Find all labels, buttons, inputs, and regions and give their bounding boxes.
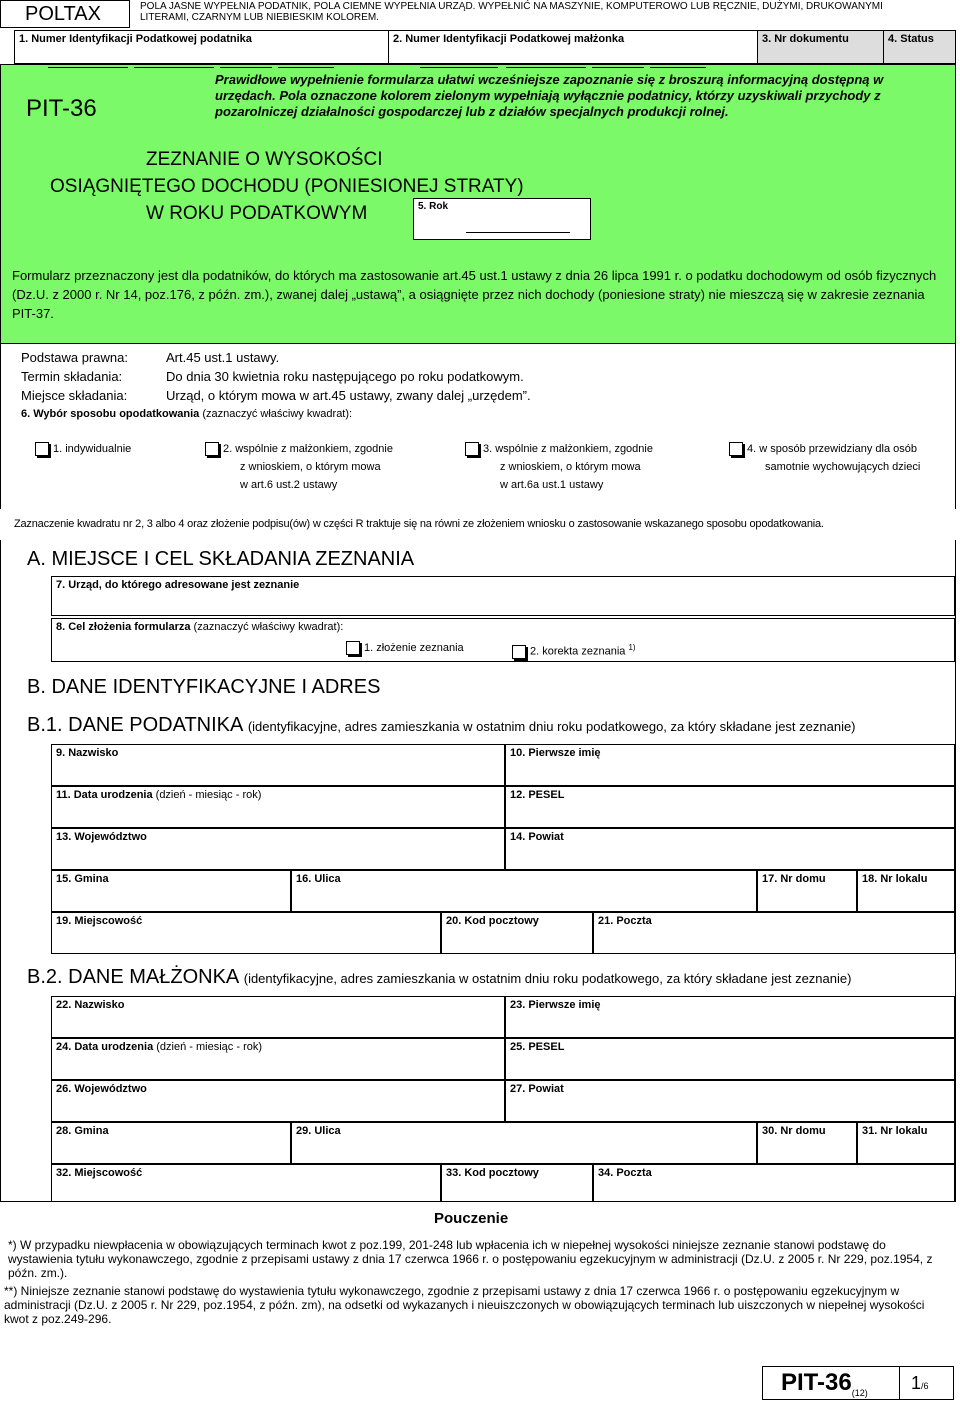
doc-number-label: 3. Nr dokumentu <box>762 33 849 45</box>
b1-flat-field[interactable]: 18. Nr lokalu <box>857 870 955 912</box>
method-option-3[interactable]: 3. wspólnie z małżonkiem, zgodnie z wnioskiem, o którym mowa w art.6a ust.1 ustawy <box>465 440 653 494</box>
place-value: Urząd, o którym mowa w art.45 ustawy, zwany dalej „urzędem”. <box>166 388 531 403</box>
section-b <box>0 674 956 1202</box>
form-code: PIT-36 <box>26 95 97 122</box>
section-b-title: B. DANE IDENTYFIKACYJNE I ADRES <box>27 676 381 698</box>
purpose-option-2[interactable]: 2. korekta zeznania $^{1)}$ <box>512 639 636 661</box>
b2-county-field[interactable]: 27. Powiat <box>505 1080 955 1122</box>
checkbox-icon[interactable] <box>346 641 360 655</box>
year-label: 5. Rok <box>418 201 449 212</box>
b2-street-field[interactable]: 29. Ulica <box>291 1122 757 1164</box>
b1-pesel-field[interactable]: 12. PESEL <box>505 786 955 828</box>
legal-block <box>0 344 956 509</box>
deadline-value: Do dnia 30 kwietnia roku następującego po roku podatkowym. <box>166 369 524 384</box>
nip-taxpayer-label: 1. Numer Identyfikacji Podatkowej podatnika <box>19 33 252 45</box>
method-option-4[interactable]: 4. w sposób przewidziany dla osób samotnie wychowujących dzieci <box>729 440 920 476</box>
b1-surname-field[interactable]: 9. Nazwisko <box>51 744 505 786</box>
office-field[interactable]: 7. Urząd, do którego adresowane jest zeznanie <box>51 576 955 616</box>
doc-number-field <box>758 30 884 64</box>
section-a <box>0 540 956 674</box>
form-title: ZEZNANIE O WYSOKOŚCI OSIĄGNIĘTEGO DOCHODU (PONIESIONEJ STRATY) W ROKU PODATKOWYM <box>50 149 524 224</box>
b2-commune-field[interactable]: 28. Gmina <box>51 1122 291 1164</box>
b2-surname-field[interactable]: 22. Nazwisko <box>51 996 505 1038</box>
form-description: Formularz przeznaczony jest dla podatników, do których ma zastosowanie art.45 ust.1 ustawy z dnia 26 lipca 1991 r. o podatku dochodowym od osób fizycznych (Dz.U. z 2000 r. Nr 14, poz.176, z późn. zm.), zwanej dalej „ustawą”, a osiągnięte przez nich dochody (poniesione straty) nie mieszczą się w zakresie zeznania PIT-37. <box>12 268 937 321</box>
fill-instruction: POLA JASNE WYPEŁNIA PODATNIK, POLA CIEMNE WYPEŁNIA URZĄD. WYPEŁNIĆ NA MASZYNIE, KOMPUTEROWO LUB RĘCZNIE, DUŻYMI, DRUKOWANYMI LITERAMI, CZARNYM LUB NIEBIESKIM KOLOREM. <box>140 1 883 23</box>
method-option-1[interactable]: 1. indywidualnie <box>35 440 131 458</box>
purpose-option-1[interactable]: 1. złożenie zeznania <box>346 639 464 657</box>
nip-spouse-field[interactable] <box>389 30 758 64</box>
status-label: 4. Status <box>888 33 934 45</box>
purpose-field: 8. Cel złożenia formularza (zaznaczyć właściwy kwadrat): 1. złożenie zeznania 2. korekta zeznania $^{1)}$ <box>51 618 955 662</box>
deadline-label: Termin składania: <box>21 369 123 384</box>
nip-taxpayer-field[interactable] <box>14 30 389 64</box>
checkbox-icon[interactable] <box>205 442 219 456</box>
b2-house-field[interactable]: 30. Nr domu <box>757 1122 857 1164</box>
b2-flat-field[interactable]: 31. Nr lokalu <box>857 1122 955 1164</box>
instruction-note-1: *) W przypadku niewpłacenia w obowiązujących terminach kwot z poz.199, 201-248 lub wpłacenia ich w niepełnej wysokości niniejsze zeznanie stanowi podstawę do wystawienia tytułu wykonawczego, zgodnie z przepisami ustawy z dnia 17 czerwca 1966 r. o postępowaniu egzekucyjnym w administracji (Dz.U. z 2005 r. Nr 229, poz.1954, z późn. zm.). <box>8 1238 933 1280</box>
b2-postcode-field[interactable]: 33. Kod pocztowy <box>441 1164 593 1202</box>
checkbox-icon[interactable] <box>512 645 526 659</box>
b1-house-field[interactable]: 17. Nr domu <box>757 870 857 912</box>
b1-firstname-field[interactable]: 10. Pierwsze imię <box>505 744 955 786</box>
b2-title: B.2. DANE MAŁŻONKA (identyfikacyjne, adres zamieszkania w ostatnim dniu roku podatkowego, za który składane jest zeznanie) <box>27 966 852 988</box>
intro-text: Prawidłowe wypełnienie formularza ułatwi wcześniejsze zapoznanie się z broszurą informacyjną dostępną w urzędach. Pola oznaczone kolorem zielonym wypełniają wyłącznie podatnicy, którzy uzyskiwali przychody z pozarolniczej działalności gospodarczej lub z działów specjalnych produkcji rolnej. <box>215 72 884 119</box>
nip-spouse-label: 2. Numer Identyfikacji Podatkowej małżonka <box>393 33 625 45</box>
instruction-title: Pouczenie <box>434 1210 509 1227</box>
b1-city-field[interactable]: 19. Miejscowość <box>51 912 441 954</box>
brand-label: POLTAX <box>0 0 130 28</box>
b2-pesel-field[interactable]: 25. PESEL <box>505 1038 955 1080</box>
b1-commune-field[interactable]: 15. Gmina <box>51 870 291 912</box>
footer-form-code: PIT-$36_{(12)}$ <box>781 1369 868 1398</box>
b2-voivodeship-field[interactable]: 26. Województwo <box>51 1080 505 1122</box>
b2-city-field[interactable]: 32. Miejscowość <box>51 1164 441 1202</box>
method-label: 6. Wybór sposobu opodatkowania (zaznaczyć właściwy kwadrat): <box>21 408 353 420</box>
method-note: Zaznaczenie kwadratu nr 2, 3 albo 4 oraz złożenie podpisu(ów) w części R traktuje się na równi ze złożeniem wniosku o zastosowanie wskazanego sposobu opodatkowania. <box>14 518 824 530</box>
b1-postcode-field[interactable]: 20. Kod pocztowy <box>441 912 593 954</box>
b1-post-office-field[interactable]: 21. Poczta <box>593 912 955 954</box>
checkbox-icon[interactable] <box>729 442 743 456</box>
b2-birthdate-field[interactable]: 24. Data urodzenia (dzień - miesiąc - rok) <box>51 1038 505 1080</box>
place-label: Miejsce składania: <box>21 388 128 403</box>
checkbox-icon[interactable] <box>35 442 49 456</box>
page-footer <box>762 1366 954 1400</box>
b1-voivodeship-field[interactable]: 13. Województwo <box>51 828 505 870</box>
b2-post-office-field[interactable]: 34. Poczta <box>593 1164 955 1202</box>
instruction-note-2: **) Niniejsze zeznanie stanowi podstawę do wystawienia tytułu wykonawczego, zgodnie z przepisami ustawy z dnia 17 czerwca 1966 r. o postępowaniu egzekucyjnym w administracji (Dz.U. z 2005 r. Nr 229, poz.1954, z późn. zm), na odsetki od wykazanych i nieuiszczonych w obowiązujących terminach lub uiszczonych w niepełnej wysokości kwot z poz.249-296. <box>4 1284 925 1326</box>
b1-title: B.1. DANE PODATNIKA (identyfikacyjne, adres zamieszkania w ostatnim dniu roku podatkowego, za który składane jest zeznanie) <box>27 714 856 736</box>
b1-county-field[interactable]: 14. Powiat <box>505 828 955 870</box>
basis-value: Art.45 ust.1 ustawy. <box>166 350 280 365</box>
method-option-2[interactable]: 2. wspólnie z małżonkiem, zgodnie z wnioskiem, o którym mowa w art.6 ust.2 ustawy <box>205 440 393 494</box>
b1-birthdate-field[interactable]: 11. Data urodzenia (dzień - miesiąc - rok) <box>51 786 505 828</box>
section-a-title: A. MIEJSCE I CEL SKŁADANIA ZEZNANIA <box>27 548 415 570</box>
b2-firstname-field[interactable]: 23. Pierwsze imię <box>505 996 955 1038</box>
footer-page-number: 1/6 <box>911 1373 929 1393</box>
status-field <box>884 30 956 64</box>
checkbox-icon[interactable] <box>465 442 479 456</box>
b1-street-field[interactable]: 16. Ulica <box>291 870 757 912</box>
basis-label: Podstawa prawna: <box>21 350 128 365</box>
year-field[interactable] <box>413 198 591 240</box>
